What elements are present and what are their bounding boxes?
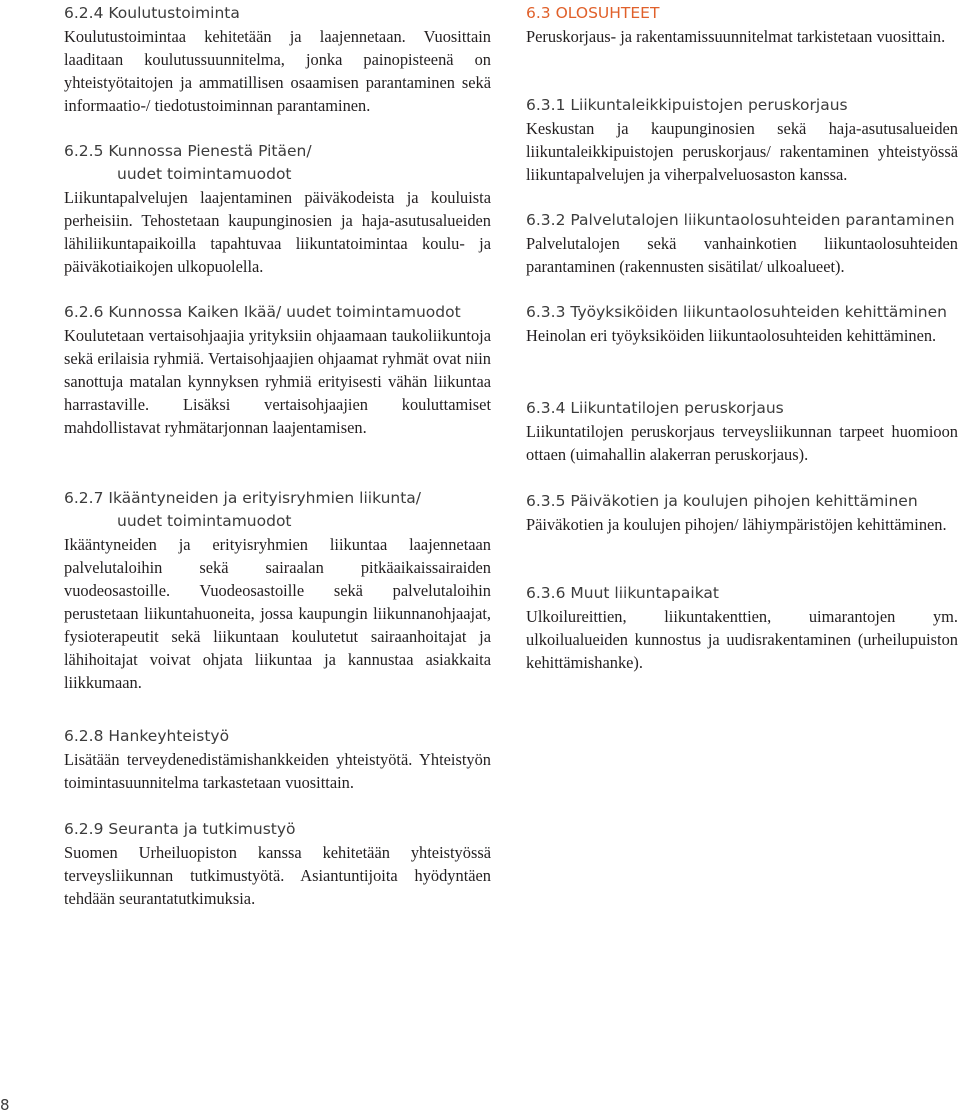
section-6-3-4 bbox=[526, 397, 958, 466]
section-body: Palvelutalojen sekä vanhainkotien liikuntaolosuhteiden parantaminen (rakennusten sisätilat/ ulkoalueet). bbox=[526, 234, 958, 276]
section-heading bbox=[526, 490, 958, 513]
section-6-3 bbox=[526, 2, 958, 48]
section-number: 6.3.2 bbox=[526, 211, 566, 229]
section-body: Liikuntapalvelujen laajentaminen päiväkodeista ja kouluista perheisiin. Tehostetaan kaupunginosien ja haja-asutusalueiden lähiliikuntapaikoilla tapahtuvaa liikuntatoimintaa koulu- ja päiväkotiaikojen ulkopuolella. bbox=[64, 188, 491, 276]
section-heading bbox=[526, 397, 958, 420]
section-title: Hankeyhteistyö bbox=[108, 727, 230, 745]
section-6-3-3 bbox=[526, 301, 958, 347]
section-heading bbox=[64, 140, 491, 186]
section-number: 6.2.5 bbox=[64, 142, 104, 160]
section-6-3-5 bbox=[526, 490, 958, 536]
section-body: Liikuntatilojen peruskorjaus terveysliikunnan tarpeet huomioon ottaen (uimahallin alakerran peruskorjaus). bbox=[526, 422, 958, 464]
section-number: 6.2.7 bbox=[64, 489, 104, 507]
section-number: 6.3 bbox=[526, 4, 551, 22]
section-number: 6.2.4 bbox=[64, 4, 104, 22]
section-number: 6.2.6 bbox=[64, 303, 104, 321]
section-heading bbox=[526, 209, 958, 232]
section-body: Suomen Urheiluopiston kanssa kehitetään yhteistyössä terveysliikunnan tutkimustyötä. Asiantuntijoita hyödyntäen tehdään seurantatutkimuksia. bbox=[64, 843, 491, 908]
section-heading bbox=[526, 94, 958, 117]
section-heading bbox=[64, 725, 491, 748]
section-title-continued: uudet toimintamuodot bbox=[117, 165, 292, 183]
section-body: Ikääntyneiden ja erityisryhmien liikuntaa laajennetaan palvelutaloihin sekä sairaalan pitkäaikaissairaiden vuodeosastoille. Vuodeosastoille sekä palvelutaloihin perustetaan liikuntahuoneita, jossa kaupungin liikunnanohjaajat, fysioterapeutit sekä liikuntaan koulutetut sairaanhoitajat ja lähihoitajat voivat ohjata liikuntaa ja kannustaa asiakkaita liikkumaan. bbox=[64, 535, 491, 692]
section-number: 6.2.8 bbox=[64, 727, 104, 745]
chapter-heading bbox=[526, 2, 958, 25]
section-6-2-4 bbox=[64, 2, 491, 117]
section-title: OLOSUHTEET bbox=[555, 4, 660, 22]
section-title: Kunnossa Pienestä Pitäen/ bbox=[108, 142, 312, 160]
section-title: Seuranta ja tutkimustyö bbox=[108, 820, 296, 838]
section-number: 6.3.5 bbox=[526, 492, 566, 510]
section-number: 6.3.4 bbox=[526, 399, 566, 417]
section-6-3-2 bbox=[526, 209, 958, 278]
section-title: Työyksiköiden liikuntaolosuhteiden kehittäminen bbox=[570, 303, 947, 321]
section-title: Muut liikuntapaikat bbox=[570, 584, 719, 602]
section-body: Päiväkotien ja koulujen pihojen/ lähiympäristöjen kehittäminen. bbox=[526, 515, 947, 534]
section-body: Heinolan eri työyksiköiden liikuntaolosuhteiden kehittäminen. bbox=[526, 326, 937, 345]
section-number: 6.3.3 bbox=[526, 303, 566, 321]
section-6-2-6 bbox=[64, 301, 491, 439]
section-body: Lisätään terveydenedistämishankkeiden yhteistyötä. Yhteistyön toimintasuunnitelma tarkastetaan vuosittain. bbox=[64, 750, 491, 792]
section-heading bbox=[64, 301, 491, 324]
section-body: Keskustan ja kaupunginosien sekä haja-asutusalueiden liikuntaleikkipuistojen peruskorjaus/ rakentaminen yhteistyössä liikuntapalvelujen ja viherpalveluosaston kanssa. bbox=[526, 119, 958, 184]
section-title: Palvelutalojen liikuntaolosuhteiden parantaminen bbox=[570, 211, 955, 229]
section-body: Peruskorjaus- ja rakentamissuunnitelmat tarkistetaan vuosittain. bbox=[526, 27, 946, 46]
section-title: Liikuntatilojen peruskorjaus bbox=[570, 399, 784, 417]
section-6-2-9 bbox=[64, 818, 491, 910]
section-heading bbox=[526, 301, 958, 324]
section-title-continued: uudet toimintamuodot bbox=[117, 512, 292, 530]
section-title: Ikääntyneiden ja erityisryhmien liikunta/ bbox=[108, 489, 422, 507]
page-number: 8 bbox=[0, 1096, 10, 1114]
section-number: 6.3.6 bbox=[526, 584, 566, 602]
section-6-2-5 bbox=[64, 140, 491, 278]
section-body: Koulutetaan vertaisohjaajia yrityksiin ohjaamaan taukoliikuntoja sekä erilaisia ryhmiä. Vertaisohjaajien ohjaamat ryhmät ovat niin sanottuja matalan kynnyksen ryhmiä erityisesti vähän liikuntaa harrastaville. Lisäksi vertaisohjaajien kouluttamiset mahdollistavat ryhmätarjonnan laajentamisen. bbox=[64, 326, 491, 437]
section-6-3-6 bbox=[526, 582, 958, 674]
section-number: 6.2.9 bbox=[64, 820, 104, 838]
section-body: Ulkoilureittien, liikuntakenttien, uimarantojen ym. ulkoilualueiden kunnostus ja uudisrakentaminen (urheilupuiston kehittämishanke). bbox=[526, 607, 958, 672]
section-6-3-1 bbox=[526, 94, 958, 186]
section-title: Päiväkotien ja koulujen pihojen kehittäminen bbox=[570, 492, 918, 510]
section-heading bbox=[64, 818, 491, 841]
section-6-2-7 bbox=[64, 487, 491, 694]
section-body: Koulutustoimintaa kehitetään ja laajennetaan. Vuosittain laaditaan koulutussuunnitelma, jonka painopisteenä on yhteistyötaitojen ja ammatillisen osaamisen parantaminen sekä informaatio-/ tiedotustoiminnan parantaminen. bbox=[64, 27, 491, 115]
section-title: Kunnossa Kaiken Ikää/ uudet toimintamuodot bbox=[108, 303, 461, 321]
section-title: Koulutustoiminta bbox=[108, 4, 240, 22]
section-heading bbox=[526, 582, 958, 605]
section-heading bbox=[64, 2, 491, 25]
section-number: 6.3.1 bbox=[526, 96, 566, 114]
section-title: Liikuntaleikkipuistojen peruskorjaus bbox=[570, 96, 848, 114]
section-heading bbox=[64, 487, 491, 533]
section-6-2-8 bbox=[64, 725, 491, 794]
